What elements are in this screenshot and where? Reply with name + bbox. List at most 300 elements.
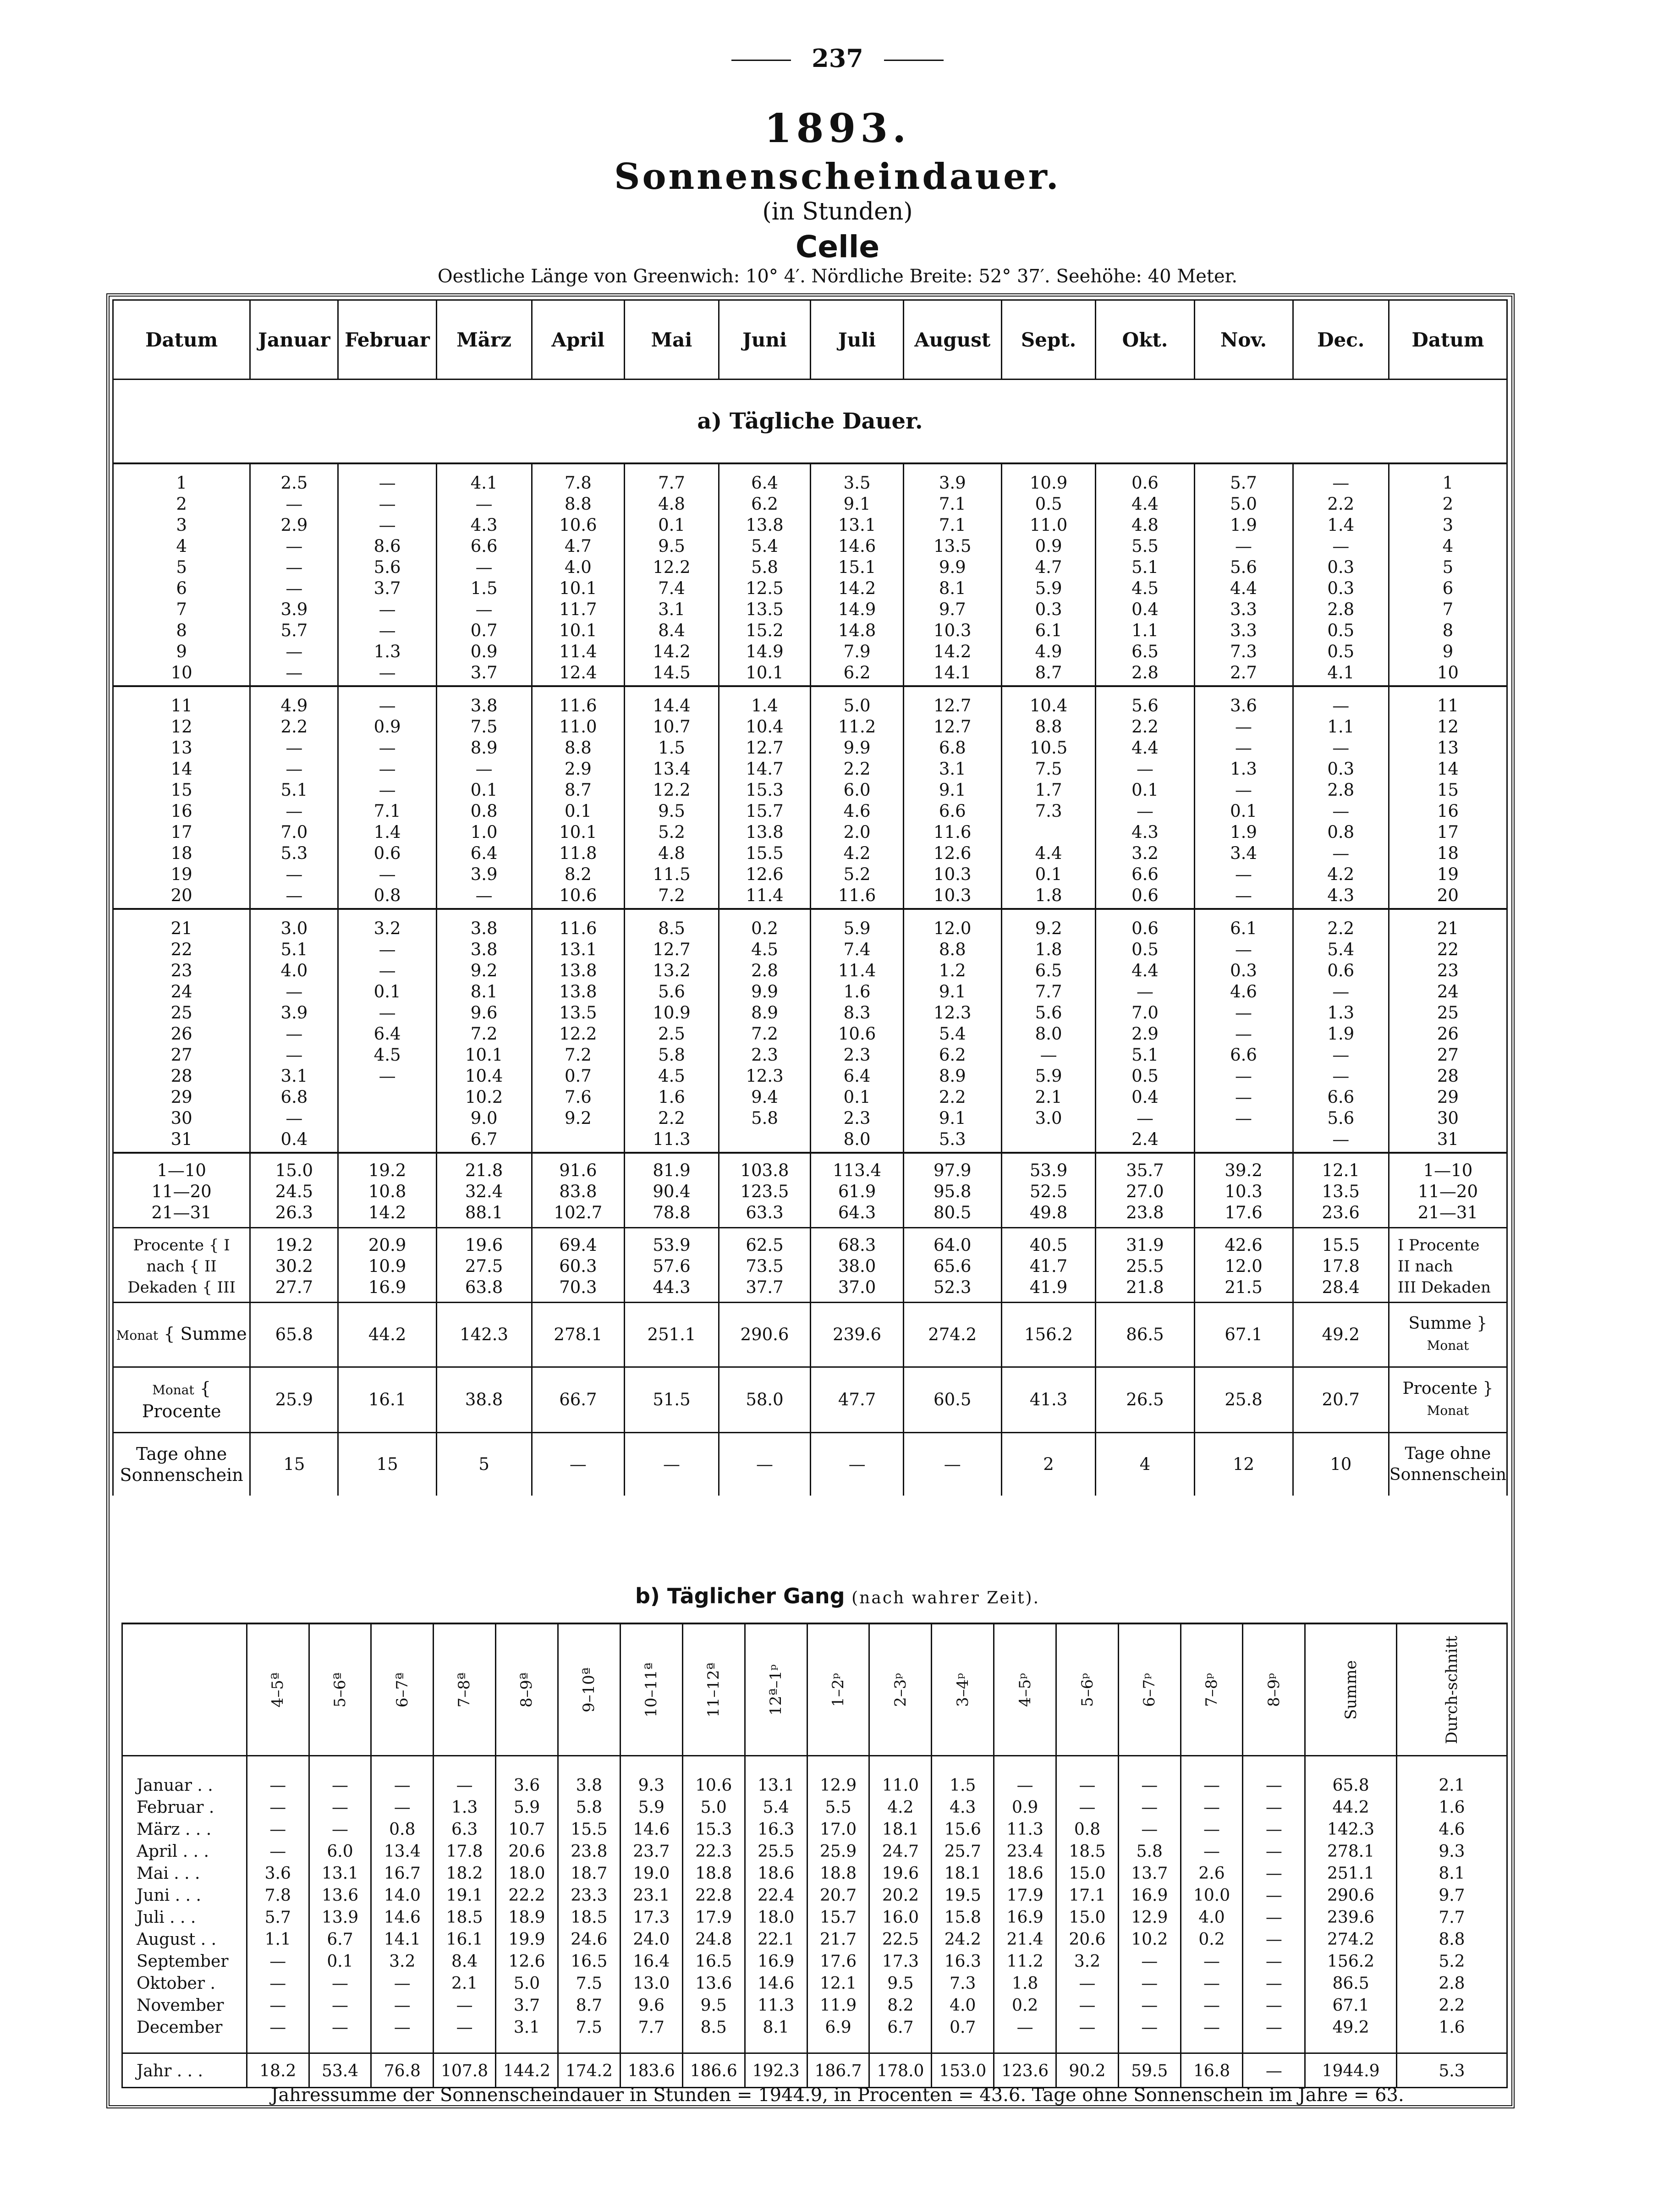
- day-number: 23: [170, 961, 192, 980]
- daily-value: 5.7: [280, 621, 308, 640]
- daily-value: 8.4: [658, 621, 685, 640]
- day-number: 3: [176, 515, 187, 535]
- daily-value: 6.6: [939, 801, 966, 821]
- daily-value: 10.4: [746, 717, 784, 737]
- daily-value: 14.6: [838, 536, 876, 556]
- day-number: 16: [1437, 801, 1459, 821]
- daily-value: 0.6: [1131, 473, 1159, 493]
- daily-value: 9.5: [658, 801, 685, 821]
- daily-value: 0.3: [1327, 557, 1355, 577]
- hour-label: 6–7ª: [393, 1672, 412, 1707]
- daily-value: —: [286, 864, 303, 884]
- procente-labels-right: [1389, 1228, 1507, 1303]
- daily-value: 5.8: [751, 1108, 778, 1128]
- procente-label-line: Dekaden { III: [127, 1278, 236, 1297]
- daily-value: 15.2: [746, 621, 784, 640]
- month-labels: [122, 1756, 247, 2053]
- hourly-value: 15.6: [944, 1820, 981, 1839]
- hourly-value: —: [1079, 1974, 1096, 1993]
- daily-value: 10.3: [934, 864, 972, 884]
- daily-value: 2.3: [843, 1108, 871, 1128]
- hour-column: [807, 1756, 869, 2053]
- dekade-sum-cell: [1293, 1153, 1389, 1228]
- hourly-value: 22.2: [508, 1886, 545, 1905]
- hourly-value: 65.8: [1332, 1776, 1369, 1795]
- hour-column: [620, 1756, 682, 2053]
- procente-cell: [903, 1228, 1001, 1303]
- hourly-value: 20.7: [819, 1886, 857, 1905]
- monthly-percent-label: Monat { Procente: [113, 1367, 250, 1433]
- hourly-value: 7.7: [1439, 1908, 1465, 1927]
- hourly-value: —: [269, 1776, 286, 1795]
- daily-value: 13.5: [746, 600, 784, 619]
- daily-value: 13.8: [559, 961, 597, 980]
- hourly-value: 23.8: [571, 1842, 608, 1861]
- daily-value: 6.0: [843, 780, 871, 800]
- daily-value: 5.9: [1035, 578, 1062, 598]
- daily-value: —: [1235, 864, 1252, 884]
- daily-value: 9.1: [939, 780, 966, 800]
- hourly-value: 14.6: [633, 1820, 670, 1839]
- hourly-value: 5.9: [638, 1798, 665, 1817]
- hourly-value: 5.0: [513, 1974, 540, 1993]
- station-coordinates: Oestliche Länge von Greenwich: 10° 4′. Nördliche Breite: 52° 37′. Seehöhe: 40 Meter.: [437, 266, 1238, 287]
- daily-value: 11.0: [559, 717, 597, 737]
- hour-label: 12ª–1ᵖ: [767, 1664, 785, 1716]
- daily-value: 11.0: [1029, 515, 1068, 535]
- procente-value: 20.9: [368, 1235, 406, 1255]
- daily-value: 4.2: [843, 843, 871, 863]
- daily-value: 7.9: [843, 642, 871, 661]
- day-number: 21: [170, 919, 192, 938]
- daily-value: 3.1: [280, 1066, 308, 1086]
- hourly-value: —: [1079, 2018, 1096, 2037]
- day-number: 16: [170, 801, 192, 821]
- hourly-value: 4.2: [887, 1798, 914, 1817]
- daily-value: 2.9: [564, 759, 592, 779]
- hourly-value: 11.3: [758, 1996, 795, 2015]
- daily-value: 1.8: [1035, 940, 1062, 959]
- hourly-value: 19.9: [508, 1930, 545, 1949]
- hourly-value: —: [332, 1820, 349, 1839]
- hourly-value: 44.2: [1332, 1798, 1369, 1817]
- daily-value: 4.2: [1327, 864, 1355, 884]
- daily-value: —: [1332, 536, 1350, 556]
- daily-value: 8.9: [939, 1066, 966, 1086]
- daily-value: 13.8: [746, 515, 784, 535]
- tage-ohne-value: 10: [1293, 1433, 1389, 1496]
- procente-value: 30.2: [275, 1256, 313, 1276]
- dekade-sum: 10.3: [1225, 1182, 1263, 1201]
- hourly-value: 23.1: [633, 1886, 670, 1905]
- hourly-value: 6.7: [327, 1930, 353, 1949]
- hourly-value: —: [269, 1996, 286, 2015]
- daily-value: 0.5: [1327, 642, 1355, 661]
- daily-value: 1.9: [1230, 515, 1257, 535]
- hourly-value: —: [1016, 1776, 1033, 1795]
- month-daily-values: [436, 686, 532, 909]
- dekade-sum: 23.8: [1126, 1203, 1164, 1222]
- dekade-sum-cell: [625, 1153, 719, 1228]
- daily-value: 3.6: [1230, 696, 1257, 715]
- dekade-sum: 39.2: [1225, 1161, 1263, 1180]
- month-daily-values: [903, 686, 1001, 909]
- hourly-value: 18.0: [758, 1908, 795, 1927]
- daily-value: 8.8: [939, 940, 966, 959]
- daily-value: [339, 1129, 435, 1150]
- daily-value: 2.2: [843, 759, 871, 779]
- daily-value: 5.8: [751, 557, 778, 577]
- daily-value: —: [379, 759, 396, 779]
- monthly-percent: 60.5: [903, 1367, 1001, 1433]
- tage-ohne-value: 5: [436, 1433, 532, 1496]
- procente-value: 19.6: [465, 1235, 503, 1255]
- monthly-sum: 142.3: [436, 1303, 532, 1367]
- hourly-value: —: [1079, 1776, 1096, 1795]
- daily-value: 14.2: [934, 642, 972, 661]
- daily-value: 10.9: [653, 1003, 691, 1023]
- hourly-value: —: [1203, 1820, 1220, 1839]
- monthly-percent: 25.8: [1194, 1367, 1293, 1433]
- hour-column: [371, 1756, 434, 2053]
- tage-ohne-value: 4: [1096, 1433, 1194, 1496]
- hourly-value: 13.7: [1131, 1864, 1168, 1883]
- daily-value: 0.1: [843, 1087, 871, 1107]
- page-title: Sonnenscheindauer.: [614, 156, 1061, 198]
- procente-value: 63.8: [465, 1277, 503, 1297]
- daily-value: 5.1: [1131, 557, 1159, 577]
- daily-value: 11.3: [653, 1129, 691, 1149]
- hour-header: [1243, 1623, 1305, 1756]
- daily-value: 5.6: [373, 557, 401, 577]
- day-number: 24: [170, 982, 192, 1001]
- durchschnitt-label: Durch-schnitt: [1442, 1635, 1461, 1744]
- daily-value: 10.9: [1029, 473, 1068, 493]
- daily-value: 2.9: [280, 515, 308, 535]
- hour-header: [558, 1623, 620, 1756]
- daily-value: 12.7: [934, 717, 972, 737]
- hourly-value: 16.7: [384, 1864, 421, 1883]
- hourly-value: 15.0: [1069, 1908, 1106, 1927]
- daily-value: 4.6: [843, 801, 871, 821]
- tage-ohne-label-line: Sonnenschein: [1389, 1465, 1506, 1484]
- hourly-value: 14.6: [384, 1908, 421, 1927]
- daily-value: 7.8: [564, 473, 592, 493]
- day-number: 31: [170, 1129, 192, 1149]
- daily-value: 3.0: [280, 919, 308, 938]
- hourly-value: 239.6: [1327, 1908, 1375, 1927]
- daily-value: 9.9: [843, 738, 871, 758]
- monthly-sum: 65.8: [250, 1303, 338, 1367]
- procente-label: II nach: [1397, 1257, 1453, 1276]
- dekade-sum-cell: [250, 1153, 338, 1228]
- tage-ohne-label-line: Sonnenschein: [120, 1465, 243, 1485]
- dekade-label: 21—31: [1417, 1203, 1478, 1222]
- daily-value: 14.9: [838, 600, 876, 619]
- daily-value: 1.6: [658, 1087, 685, 1107]
- daily-value: 15.7: [746, 801, 784, 821]
- daily-value: 0.6: [1131, 919, 1159, 938]
- daily-value: 7.7: [658, 473, 685, 493]
- year-value: 53.4: [309, 2053, 371, 2088]
- daily-value: 0.1: [1131, 780, 1159, 800]
- hourly-value: 18.2: [446, 1864, 483, 1883]
- daily-value: 9.1: [939, 982, 966, 1001]
- month-daily-values: [532, 463, 625, 686]
- hourly-value: —: [394, 1996, 411, 2015]
- hourly-value: 24.0: [633, 1930, 670, 1949]
- daily-value: —: [475, 557, 493, 577]
- daily-value: 10.2: [465, 1087, 503, 1107]
- hour-label: 7–8ª: [455, 1672, 474, 1707]
- dekade-sum: 64.3: [838, 1203, 876, 1222]
- daily-value: 6.4: [470, 843, 498, 863]
- daily-value: —: [286, 536, 303, 556]
- hour-column: [247, 1756, 309, 2053]
- tage-ohne-value: 2: [1001, 1433, 1096, 1496]
- daily-value: 9.6: [470, 1003, 498, 1023]
- dekade-sum: 27.0: [1126, 1182, 1164, 1201]
- procente-value: 42.6: [1225, 1235, 1263, 1255]
- dekade-sum: 21.8: [465, 1161, 503, 1180]
- section-b-note: (nach wahrer Zeit).: [851, 1589, 1040, 1607]
- daily-value: —: [286, 738, 303, 758]
- hourly-value: 251.1: [1327, 1864, 1375, 1883]
- daily-value: 2.9: [1131, 1024, 1159, 1044]
- day-number: 21: [1437, 919, 1459, 938]
- day-number: 11: [1437, 696, 1459, 715]
- month-daily-values: [338, 686, 436, 909]
- daily-value: —: [1137, 1108, 1153, 1128]
- daily-value: 2.2: [1327, 919, 1355, 938]
- daily-values: [113, 463, 1507, 1153]
- daily-value: [1002, 822, 1095, 843]
- hour-label: 1–2ᵖ: [829, 1673, 848, 1707]
- daily-value: 12.2: [653, 780, 691, 800]
- hourly-value: 15.0: [1069, 1864, 1106, 1883]
- hour-header: [745, 1623, 807, 1756]
- month-daily-values: [338, 909, 436, 1153]
- daily-value: 1.8: [1035, 886, 1062, 905]
- month-label: November: [137, 1996, 224, 2015]
- hourly-value: —: [269, 2018, 286, 2037]
- day-number: 4: [176, 536, 187, 556]
- annual-summary: Jahressumme der Sonnenscheindauer in Stunden = 1944.9, in Procenten = 43.6. Tage ohne Sonnenschein im Jahre = 63.: [271, 2085, 1404, 2106]
- month-daily-values: [1001, 686, 1096, 909]
- hourly-value: 0.9: [1012, 1798, 1038, 1817]
- hourly-value: 18.5: [1069, 1842, 1106, 1861]
- daily-value: 11.7: [559, 600, 597, 619]
- daily-value: 11.6: [559, 696, 597, 715]
- hourly-value: 6.3: [451, 1820, 478, 1839]
- procente-value: 16.9: [368, 1277, 406, 1297]
- year-value: 192.3: [745, 2053, 807, 2088]
- day-number: 30: [170, 1108, 192, 1128]
- daily-value: —: [1332, 696, 1350, 715]
- hour-label: 7–8ᵖ: [1203, 1673, 1221, 1707]
- datum-header-right: Datum: [1389, 300, 1507, 380]
- daily-value: 0.9: [1035, 536, 1062, 556]
- daily-value: [339, 1087, 435, 1108]
- year-value: 18.2: [247, 2053, 309, 2088]
- hour-label: 8–9ᵖ: [1264, 1673, 1283, 1707]
- hourly-value: 13.4: [384, 1842, 421, 1861]
- month-label: Februar .: [137, 1798, 214, 1817]
- hourly-value: 9.6: [638, 1996, 665, 2015]
- procente-value: 52.3: [934, 1277, 972, 1297]
- hourly-value: 3.6: [513, 1776, 540, 1795]
- hourly-value: 24.8: [695, 1930, 732, 1949]
- procente-cell: [1001, 1228, 1096, 1303]
- daily-value: 4.8: [658, 843, 685, 863]
- daily-value: 5.2: [843, 864, 871, 884]
- dekade-sum-cell: [1001, 1153, 1096, 1228]
- dekade-sum: 61.9: [838, 1182, 876, 1201]
- daily-value: 10.6: [838, 1024, 876, 1044]
- daily-value: 2.8: [751, 961, 778, 980]
- daily-value: 12.6: [934, 843, 972, 863]
- hourly-value: 18.5: [446, 1908, 483, 1927]
- daily-value: 12.5: [746, 578, 784, 598]
- year-value: 123.6: [994, 2053, 1056, 2088]
- hourly-value: 18.9: [508, 1908, 545, 1927]
- daily-value: 1.2: [939, 961, 966, 980]
- procente-value: 12.0: [1225, 1256, 1263, 1276]
- hourly-value: 0.8: [389, 1820, 416, 1839]
- hourly-value: 9.3: [638, 1776, 665, 1795]
- daily-value: 13.2: [653, 961, 691, 980]
- hourly-value: 17.3: [633, 1908, 670, 1927]
- daily-value: 0.1: [470, 780, 498, 800]
- month-daily-values: [532, 909, 625, 1153]
- daily-value: 3.9: [280, 600, 308, 619]
- daily-value: 6.6: [470, 536, 498, 556]
- hourly-value: —: [1265, 1952, 1282, 1971]
- hour-header: [994, 1623, 1056, 1756]
- monat-label: Monat: [152, 1382, 194, 1398]
- monthly-sum: 239.6: [811, 1303, 904, 1367]
- hourly-value: —: [1203, 1952, 1220, 1971]
- dekade-day-block: [113, 463, 1507, 686]
- monthly-percent-label-right: Procente } Monat: [1389, 1367, 1507, 1433]
- daily-value: 3.8: [470, 919, 498, 938]
- daily-value: 4.7: [564, 536, 592, 556]
- hourly-value: 25.5: [758, 1842, 795, 1861]
- daily-value: —: [379, 473, 396, 493]
- monthly-sum: 86.5: [1096, 1303, 1194, 1367]
- hourly-value: 5.0: [700, 1798, 727, 1817]
- hourly-value: —: [1265, 1930, 1282, 1949]
- dekade-sum-cell: [338, 1153, 436, 1228]
- dekade-sum: 123.5: [740, 1182, 789, 1201]
- daily-value: 6.2: [939, 1045, 966, 1065]
- daily-value: 12.7: [746, 738, 784, 758]
- day-number: 6: [176, 578, 187, 598]
- summe-label: Summe: [1341, 1660, 1360, 1720]
- hourly-value: 67.1: [1332, 1996, 1369, 2015]
- day-number: 18: [170, 843, 192, 863]
- daily-value: 3.2: [1131, 843, 1159, 863]
- hourly-value: 3.6: [264, 1864, 291, 1883]
- daily-value: —: [1332, 1066, 1350, 1086]
- hourly-value: —: [1265, 1908, 1282, 1927]
- year-value: 186.7: [807, 2053, 869, 2088]
- monat-label: Monat: [1427, 1403, 1469, 1418]
- day-labels: [113, 463, 250, 686]
- monat-label: Monat: [116, 1328, 159, 1343]
- procente-value: 15.5: [1322, 1235, 1360, 1255]
- daily-value: —: [1332, 801, 1350, 821]
- hourly-value: 13.1: [758, 1776, 795, 1795]
- dekade-day-block: [113, 909, 1507, 1153]
- hour-column: [496, 1756, 558, 2053]
- daily-value: —: [379, 1066, 396, 1086]
- daily-value: 4.1: [1327, 663, 1355, 682]
- procente-value: 70.3: [559, 1277, 597, 1297]
- daily-value: 1.3: [1327, 1003, 1355, 1023]
- day-number: 18: [1437, 843, 1459, 863]
- monthly-sum-row: [113, 1303, 1507, 1367]
- hourly-value: 11.3: [1006, 1820, 1043, 1839]
- daily-value: 12.6: [746, 864, 784, 884]
- monthly-percent: 20.7: [1293, 1367, 1389, 1433]
- month-daily-values: [1293, 463, 1389, 686]
- hourly-value: 8.1: [763, 2018, 789, 2037]
- monthly-percent: 38.8: [436, 1367, 532, 1433]
- year-value: —: [1243, 2053, 1305, 2088]
- daily-value: 4.8: [658, 494, 685, 514]
- day-number: 29: [1437, 1087, 1459, 1107]
- daily-value: 2.8: [1327, 780, 1355, 800]
- hourly-value: 16.0: [882, 1908, 919, 1927]
- monat-label: Monat: [1427, 1338, 1469, 1353]
- month-label: Juni . . .: [137, 1886, 201, 1905]
- hourly-value: 2.1: [1439, 1776, 1465, 1795]
- hourly-value: 3.1: [513, 2018, 540, 2037]
- hourly-value: —: [394, 1798, 411, 1817]
- daily-value: 5.9: [1035, 1066, 1062, 1086]
- daily-value: 3.3: [1230, 600, 1257, 619]
- daily-value: 8.9: [470, 738, 498, 758]
- hourly-value: —: [456, 1996, 473, 2015]
- daily-value: 4.9: [280, 696, 308, 715]
- day-number: 20: [170, 886, 192, 905]
- hourly-value: 12.1: [819, 1974, 857, 1993]
- hourly-value: 13.6: [695, 1974, 732, 1993]
- day-number: 6: [1442, 578, 1454, 598]
- day-number: 10: [170, 663, 192, 682]
- daily-value: —: [1332, 473, 1350, 493]
- dekade-sum: 90.4: [653, 1182, 691, 1201]
- hourly-value: 21.4: [1006, 1930, 1043, 1949]
- daily-value: 2.8: [1131, 663, 1159, 682]
- monthly-sum: 156.2: [1001, 1303, 1096, 1367]
- procente-cell: [1096, 1228, 1194, 1303]
- hourly-value: 17.0: [819, 1820, 857, 1839]
- hourly-value: —: [1203, 1996, 1220, 2015]
- hour-column: [932, 1756, 994, 2053]
- hourly-value: —: [1203, 1776, 1220, 1795]
- year-value: 90.2: [1056, 2053, 1119, 2088]
- daily-value: 10.7: [653, 717, 691, 737]
- daily-value: —: [1235, 1087, 1252, 1107]
- hourly-value: 18.5: [571, 1908, 608, 1927]
- daily-value: 10.1: [465, 1045, 503, 1065]
- daily-value: 3.3: [1230, 621, 1257, 640]
- daily-value: 6.8: [280, 1087, 308, 1107]
- daily-value: —: [379, 696, 396, 715]
- daily-value: 9.1: [843, 494, 871, 514]
